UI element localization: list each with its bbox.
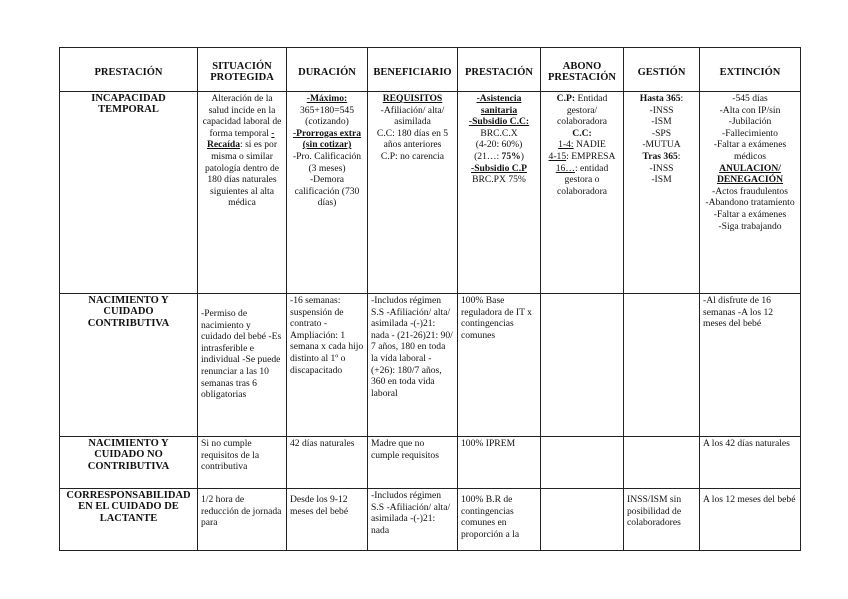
situacion-cell: -Permiso de nacimiento y cuidado del bebé -Es intrasferible e individual -Se puede renunciar a las 10 semanas tras 6 obligatorias bbox=[198, 294, 287, 437]
extincion-item: -Abandono tratamiento bbox=[705, 197, 795, 209]
extincion-item: -Actos fraudulentos bbox=[712, 185, 788, 197]
extincion-item: -545 días bbox=[732, 93, 768, 104]
asistencia-label: -Asistencia sanitaria bbox=[476, 93, 522, 116]
extincion-cell bbox=[700, 489, 801, 551]
maximo-text: 365+180=545 (cotizando) bbox=[300, 104, 354, 128]
abono-range-2-text: : EMPRESA bbox=[566, 150, 616, 162]
tras-365-colon: : bbox=[677, 150, 681, 162]
recaida-text: : si es por misma o similar patología dentro de 180 días naturales siguientes al alta médica bbox=[204, 139, 280, 209]
extincion-cell: A los 42 días naturales bbox=[700, 437, 801, 489]
abono-range-2: 4-15 bbox=[548, 150, 567, 162]
brcpx-text: BRC.PX 75% bbox=[472, 174, 526, 186]
duracion-text: Desde los 9-12 meses del bebé bbox=[290, 494, 349, 517]
requisito-line: C.P: no carencia bbox=[380, 150, 445, 162]
anulacion-label: ANULACION/ DENEGACIÓN bbox=[716, 162, 784, 186]
situacion-text: 1/2 hora de reducción de jornada para bbox=[201, 494, 282, 529]
hasta-365-colon: : bbox=[680, 93, 684, 104]
abono-cell bbox=[541, 437, 624, 489]
subsidio-cp-label: -Subsidio C.P bbox=[471, 162, 527, 174]
pct2-prefix: (21…: bbox=[474, 150, 502, 162]
header-situacion: SITUACIÓN PROTEGIDA bbox=[198, 48, 287, 92]
beneficiario-cell: Madre que no cumple requisitos bbox=[368, 437, 458, 489]
requisitos-label: REQUISITOS bbox=[382, 93, 443, 104]
table-row bbox=[60, 294, 801, 437]
gestion-item: -ISM bbox=[651, 116, 672, 128]
prestacion-cell: 100% IPREM bbox=[458, 437, 541, 489]
duracion-cell bbox=[287, 92, 368, 294]
header-beneficiario: BENEFICIARIO bbox=[368, 48, 458, 92]
beneficiario-text: -Includos régimen S.S -Afiliación/ alta/ asimilada -(-)21: nada bbox=[371, 490, 451, 536]
pct-line-1: (4-20: 60%) bbox=[475, 139, 523, 151]
prestacion-cell: 100% Base reguladora de IT x contingencias comunes bbox=[458, 294, 541, 437]
gestion-cell bbox=[624, 437, 700, 489]
extincion-item: -Siga trabajando bbox=[718, 220, 782, 232]
pct2-value: 75% bbox=[501, 150, 521, 162]
requisito-line: -Afiliación/ alta/ asimilada bbox=[380, 104, 445, 128]
beneficiario-cell: -Includos régimen S.S -Afiliación/ alta/ asimilada -(-)21: nada - (21-26)21: 90/ 7 años, 180 en toda la vida laboral - (+26): 180/7 años, 360 en toda vida laboral bbox=[368, 294, 458, 437]
abono-cell bbox=[541, 92, 624, 294]
abono-range-3-text: : entidad gestora o colaboradora bbox=[556, 162, 609, 197]
beneficiario-cell bbox=[368, 92, 458, 294]
brccx-text: BRC.C.X bbox=[480, 127, 518, 139]
abono-range-1-text: NADIE bbox=[573, 139, 606, 151]
subsidio-cc-label: -Subsidio C.C: bbox=[468, 116, 530, 128]
header-prestacion: PRESTACIÓN bbox=[60, 48, 198, 92]
abono-cell bbox=[541, 489, 624, 551]
situacion-cell bbox=[198, 92, 287, 294]
row-title: NACIMIENTO Y CUIDADO NO CONTRIBUTIVA bbox=[60, 437, 198, 489]
duracion-cell bbox=[287, 489, 368, 551]
gestion-cell bbox=[624, 92, 700, 294]
prorrogas-label: -Prorrogas extra (sin cotizar) bbox=[292, 127, 362, 151]
situacion-text: Alteración de la salud incide en la capacidad laboral de forma temporal bbox=[202, 93, 282, 139]
pct2-suffix: ) bbox=[520, 150, 524, 162]
maximo-label: -Máximo: bbox=[306, 93, 348, 104]
extincion-item: -Faltar a exámenes médicos bbox=[713, 139, 787, 162]
duracion-cell: 42 días naturales bbox=[287, 437, 368, 489]
extincion-cell bbox=[700, 92, 801, 294]
row-title: INCAPACIDAD TEMPORAL bbox=[60, 92, 198, 294]
gestion-item: -ISM bbox=[651, 174, 672, 186]
extincion-item: -Alta con IP/sin bbox=[719, 104, 781, 116]
beneficiario-cell bbox=[368, 489, 458, 551]
situacion-cell: Si no cumple requisitos de la contributiva bbox=[198, 437, 287, 489]
gestion-text: INSS/ISM sin posibilidad de colaboradores bbox=[627, 494, 682, 529]
gestion-item: -MUTUA bbox=[642, 139, 681, 151]
table-row bbox=[60, 437, 801, 489]
abono-range-3: 16… bbox=[555, 162, 575, 174]
gestion-cell bbox=[624, 294, 700, 437]
row-title: NACIMIENTO Y CUIDADO CONTRIBUTIVA bbox=[60, 294, 198, 437]
gestion-cell bbox=[624, 489, 700, 551]
abono-cell bbox=[541, 294, 624, 437]
tras-365-label: Tras 365 bbox=[642, 150, 678, 162]
extincion-cell: -Al disfrute de 16 semanas -A los 12 meses del bebé bbox=[700, 294, 801, 437]
recaida-label: -Recaída bbox=[206, 127, 275, 151]
abono-cp-label: C.P: bbox=[556, 93, 576, 104]
extincion-item: -Jubilación bbox=[728, 116, 772, 128]
requisito-line: C.C: 180 días en 5 años anteriores bbox=[376, 127, 449, 151]
pro-calificacion: -Pro. Calificación (3 meses) bbox=[292, 150, 362, 174]
abono-cc-label: C.C: bbox=[572, 127, 592, 139]
header-extincion: EXTINCIÓN bbox=[700, 48, 801, 92]
row-title: CORRESPONSABILIDAD EN EL CUIDADO DE LACTANTE bbox=[60, 489, 198, 551]
situacion-cell bbox=[198, 489, 287, 551]
abono-cp-text: Entidad gestora/ colaboradora bbox=[556, 93, 608, 128]
table-row bbox=[60, 92, 801, 294]
duracion-cell: -16 semanas: suspensión de contrato -Ampliación: 1 semana x cada hijo distinto al 1º o discapacitado bbox=[287, 294, 368, 437]
prestacion-cell bbox=[458, 489, 541, 551]
pct-line-2 bbox=[461, 151, 537, 163]
demora-calificacion: -Demora calificación (730 días) bbox=[294, 174, 360, 209]
hasta-365-label: Hasta 365 bbox=[639, 93, 681, 104]
header-gestion: GESTIÓN bbox=[624, 48, 700, 92]
gestion-item: -INSS bbox=[649, 162, 674, 174]
prestacion-cell bbox=[458, 92, 541, 294]
gestion-item: -SPS bbox=[651, 127, 672, 139]
header-abono: ABONO PRESTACIÓN bbox=[541, 48, 624, 92]
header-duracion: DURACIÓN bbox=[287, 48, 368, 92]
gestion-item: -INSS bbox=[649, 104, 674, 116]
extincion-item: -Faltar a exámenes bbox=[713, 208, 787, 220]
abono-range-1: 1-4: bbox=[558, 139, 574, 151]
header-row bbox=[60, 48, 801, 92]
extincion-item: -Fallecimiento bbox=[722, 127, 778, 139]
prestacion-text: 100% B.R de contingencias comunes en proporción a la bbox=[461, 494, 520, 540]
header-prestacion-2: PRESTACIÓN bbox=[458, 48, 541, 92]
benefits-table bbox=[59, 47, 801, 551]
extincion-text: A los 12 meses del bebé bbox=[703, 494, 796, 505]
table-row bbox=[60, 489, 801, 551]
